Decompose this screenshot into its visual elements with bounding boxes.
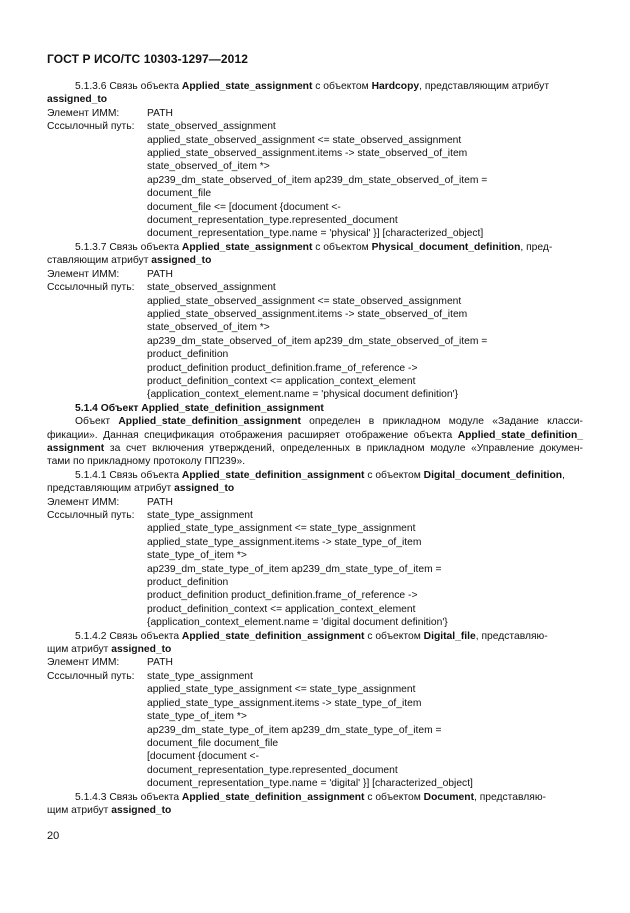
- mapping-path-line: state_observed_assignment: [147, 121, 276, 133]
- mapping-path-line: applied_state_type_assignment <= state_type_assignment: [147, 684, 416, 696]
- mim-element-row: [47, 496, 583, 509]
- mim-element-row: [47, 268, 583, 281]
- mapping-path-line: document_representation_type.name = 'digital' }] [characterized_object]: [147, 778, 473, 790]
- mapping-path-line: state_type_of_item *>: [147, 711, 247, 723]
- ref-path-row: [47, 509, 583, 522]
- mapping-path-line: PATH: [147, 268, 173, 280]
- mapping-path-line: product_definition product_definition.frame_of_reference ->: [147, 590, 418, 602]
- mapping-path-line: state_observed_of_item *>: [147, 161, 270, 173]
- mapping-path: [147, 683, 583, 790]
- paragraph-line: assignment за счет включения утверждений, определенных в прикладном модуле «Управление докумен-: [47, 442, 583, 454]
- mapping-path-line: document_file document_file: [147, 737, 279, 749]
- mapping-path-line: ap239_dm_state_type_of_item ap239_dm_state_type_of_item =: [147, 563, 442, 575]
- attribute-name: assigned_to: [111, 804, 172, 816]
- mapping-path-line: {application_context_element.name = 'digital document definition'}: [147, 617, 448, 629]
- paragraph-line: тами по прикладному протоколу ПП239».: [47, 456, 246, 468]
- mapping-path-line: document_representation_type.represented_document: [147, 764, 398, 776]
- section-5-1-3-7-title: 5.1.3.7 Связь объекта Applied_state_assignment с объектом Physical_document_definition, пред-: [75, 241, 553, 253]
- mapping-path-line: ap239_dm_state_observed_of_item ap239_dm_state_observed_of_item =: [147, 335, 488, 347]
- ref-path-row: [47, 670, 583, 683]
- mapping-path: [147, 522, 583, 629]
- attribute-name: assigned_to: [151, 255, 212, 267]
- paragraph-line: Объект Applied_state_definition_assignment определен в прикладном модуле «Задание класси-: [75, 416, 583, 428]
- mapping-path-line: product_definition: [147, 577, 229, 589]
- mapping-path-line: Элемент ИММ:: [47, 107, 120, 119]
- section-5-1-4-2-title: 5.1.4.2 Связь объекта Applied_state_definition_assignment с объектом Digital_file, представляю-: [75, 630, 548, 642]
- attribute-name: assigned_to: [174, 483, 235, 495]
- mapping-path-line: Сссылочный путь:: [47, 282, 135, 294]
- mapping-path-line: Элемент ИММ:: [47, 657, 120, 669]
- mim-element-row: [47, 656, 583, 669]
- document-header: ГОСТ Р ИСО/ТС 10303-1297—2012: [47, 52, 248, 66]
- ref-path-row: [47, 281, 583, 294]
- attribute-name: assigned_to: [111, 644, 172, 656]
- mapping-path-line: applied_state_observed_assignment <= state_observed_assignment: [147, 295, 462, 307]
- mapping-path-line: ap239_dm_state_type_of_item ap239_dm_state_type_of_item =: [147, 724, 442, 736]
- mapping-path-line: applied_state_observed_assignment.items -> state_observed_of_item: [147, 308, 468, 320]
- ref-path-row: [47, 120, 583, 133]
- page-number: 20: [47, 830, 60, 842]
- mapping-path-line: PATH: [147, 657, 173, 669]
- mapping-path-line: applied_state_observed_assignment <= state_observed_assignment: [147, 134, 462, 146]
- mapping-path-line: state_type_assignment: [147, 670, 253, 682]
- mapping-path-line: PATH: [147, 107, 173, 119]
- mapping-path-line: {application_context_element.name = 'physical document definition'}: [147, 389, 459, 401]
- mapping-path-line: applied_state_type_assignment.items -> state_type_of_item: [147, 536, 422, 548]
- mapping-path-line: state_type_of_item *>: [147, 550, 247, 562]
- mim-element-row: [47, 107, 583, 120]
- section-5-1-4-1-title: 5.1.4.1 Связь объекта Applied_state_definition_assignment с объектом Digital_document_definition,: [75, 469, 565, 481]
- mapping-path-line: document_representation_type.represented_document: [147, 215, 398, 227]
- mapping-path-line: Элемент ИММ:: [47, 496, 120, 508]
- mapping-path: [147, 134, 583, 241]
- mapping-path-line: document_representation_type.name = 'physical' }] [characterized_object]: [147, 228, 484, 240]
- mapping-path-line: Элемент ИММ:: [47, 268, 120, 280]
- mapping-path: [147, 295, 583, 402]
- mapping-path-line: Сссылочный путь:: [47, 121, 135, 133]
- mapping-path-line: product_definition product_definition.frame_of_reference ->: [147, 362, 418, 374]
- attribute-name: assigned_to: [47, 94, 108, 106]
- mapping-path-line: state_type_assignment: [147, 510, 253, 521]
- mapping-path-line: state_observed_of_item *>: [147, 322, 270, 334]
- mapping-path-line: product_definition_context <= application_context_element: [147, 375, 416, 387]
- mapping-path-line: applied_state_type_assignment.items -> state_type_of_item: [147, 697, 422, 709]
- mapping-path-line: applied_state_type_assignment <= state_type_assignment: [147, 523, 416, 535]
- mapping-path-line: ap239_dm_state_observed_of_item ap239_dm_state_observed_of_item =: [147, 174, 488, 186]
- mapping-path-line: [document {document <-: [147, 751, 259, 763]
- mapping-path-line: document_file <= [document {document <-: [147, 201, 341, 213]
- paragraph-line: фикации». Данная спецификация отображения расширяет отображение объекта Applied_state_definition_: [47, 429, 583, 441]
- mapping-path-line: product_definition: [147, 349, 229, 361]
- mapping-path-line: Сссылочный путь:: [47, 670, 135, 682]
- mapping-path-line: applied_state_observed_assignment.items -> state_observed_of_item: [147, 148, 468, 160]
- mapping-path-line: state_observed_assignment: [147, 282, 276, 294]
- mapping-path-line: Сссылочный путь:: [47, 510, 135, 521]
- document-body: 5.1.3.6 Связь объекта Applied_state_assignment с объектом Hardcopy, представляющим атрибут assigned_to Элемент ИММ: PATH Сссылочный путь: state_observed_assignment applied_state_observed_assignment <= state_observed_assignment applied_state_observed_assignment.items -> state_observed_of_item state_observed_of_item *> ap239_dm_state_observed_of_item ap239_dm_state_observed_of_item = document_file document_file <= [document {document <- document_representation_type.represented_document document_representation_type.name = 'physical' }] [characterized_object] 5.1.3.7 Связь объекта Applied_state_assignment с объектом Physical_document_definition, пред- ставляющим атрибут assigned_to Элемент ИММ: PATH Сссылочный путь: state_observed_assignment applied_state_observed_assignment <= state_observed_assignment applied_state_observed_assignment.items -> state_observed_of_item state_observed_of_item *> ap239_dm_state_observed_of_item ap239_dm_state_observed_of_item = product_definition product_definition product_definition.frame_of_reference -> product_definition_context <= application_context_element {application_context_element.name = 'physical document definition'} 5.1.4 Объект Applied_state_definition_assignment Объект Applied_state_definition_assignment определен в прикладном модуле «Задание класси- фикации». Данная спецификация отображения расширяет отображение объекта Applied_state_definition_ assignment за счет включения утверждений, определенных в прикладном модуле «Управление докумен- тами по прикладному протоколу ПП239». 5.1.4.1 Связь объекта Applied_state_definition_assignment с объектом Digital_document_definition, представляющим атрибут assigned_to Элемент ИММ: PATH Сссылочный путь: state_type_assignment applied_state_type_assignment <= state_type_assignment applied_state_type_assignment.items -> state_type_of_item state_type_of_item *> ap239_dm_state_type_of_item ap239_dm_state_type_of_item = product_definition product_definition product_definition.frame_of_reference -> product_definition_context <= application_context_element {application_context_element.name = 'digital document definition'} 5.1.4.2 Связь объекта Applied_state_definition_assignment с объектом Digital_file, представляю- щим атрибут assigned_to Элемент ИММ: PATH Сссылочный путь: state_type_assignment applied_state_type_assignment <= state_type_assignment applied_state_type_assignment.items -> state_type_of_item state_type_of_item *> ap239_dm_state_type_of_item ap239_dm_state_type_of_item = document_file document_file [document {document <- document_representation_type.represented_document document_representation_type.name = 'digital' }] [characterized_object] 5.1.4.3 Связь объекта Applied_state_definition_assignment с объектом Document, представляю- щим атрибут assigned_to: [47, 81, 583, 816]
- mapping-path-line: PATH: [147, 496, 173, 508]
- section-5-1-4-3-title: 5.1.4.3 Связь объекта Applied_state_definition_assignment с объектом Document, представляю-: [75, 791, 546, 803]
- section-5-1-3-6-title: 5.1.3.6 Связь объекта Applied_state_assignment с объектом Hardcopy, представляющим атрибут: [75, 81, 550, 92]
- section-5-1-4-heading: 5.1.4 Объект Applied_state_definition_assignment: [75, 402, 324, 414]
- mapping-path-line: product_definition_context <= application_context_element: [147, 603, 416, 615]
- mapping-path-line: document_file: [147, 188, 212, 200]
